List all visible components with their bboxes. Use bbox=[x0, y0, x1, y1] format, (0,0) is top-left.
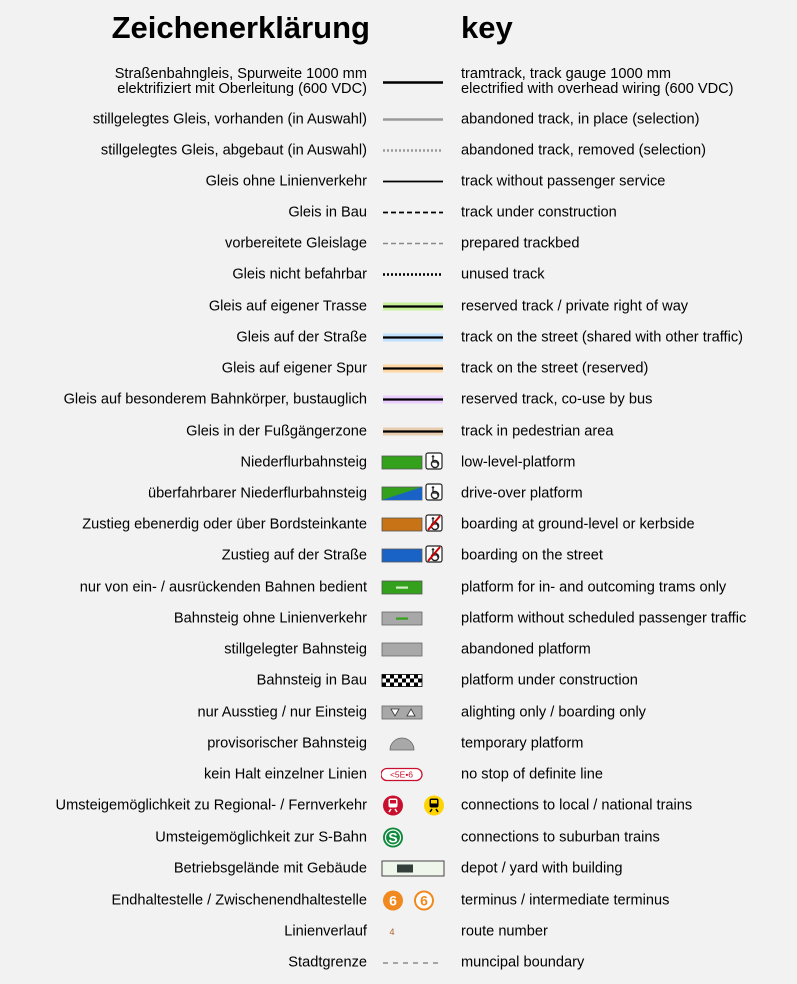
svg-text:S: S bbox=[388, 829, 398, 846]
temporary-platform-icon bbox=[381, 728, 445, 759]
legend-row bbox=[0, 665, 797, 696]
street-boarding-icon bbox=[381, 540, 445, 571]
depot-service-platform-icon bbox=[381, 572, 445, 603]
legend-row bbox=[0, 353, 797, 384]
legend-label-de: Bahnsteig ohne Linienverkehr bbox=[173, 610, 367, 626]
legend-row bbox=[0, 509, 797, 540]
svg-text:4: 4 bbox=[389, 927, 395, 937]
legend-label-en: low-level-platform bbox=[461, 454, 576, 470]
legend-label-en: reserved track / private right of way bbox=[461, 298, 689, 314]
svg-text:6: 6 bbox=[420, 892, 428, 909]
legend-label-en: no stop of definite line bbox=[461, 766, 603, 782]
legend-label-de: stillgelegtes Gleis, vorhanden (in Auswahl) bbox=[92, 111, 367, 127]
legend-row bbox=[0, 291, 797, 322]
abandoned-track-icon bbox=[381, 104, 445, 135]
prepared-trackbed-icon bbox=[381, 228, 445, 259]
legend-row bbox=[0, 790, 797, 821]
legend-label-de: Gleis nicht befahrbar bbox=[232, 266, 367, 282]
legend-label-en: unused track bbox=[461, 266, 545, 282]
low-platform-icon bbox=[381, 447, 445, 478]
legend-label-de: nur von ein- / ausrückenden Bahnen bedient bbox=[79, 579, 367, 595]
bus-track-icon bbox=[381, 384, 445, 415]
legend-row bbox=[0, 885, 797, 916]
legend-row bbox=[0, 228, 797, 259]
legend-label-en: boarding at ground-level or kerbside bbox=[461, 516, 695, 532]
no-stop-icon bbox=[381, 759, 445, 790]
unused-track-icon bbox=[381, 259, 445, 290]
legend-row bbox=[0, 447, 797, 478]
legend-row bbox=[0, 322, 797, 353]
legend-row bbox=[0, 759, 797, 790]
legend-row bbox=[0, 58, 797, 106]
legend-label-en: abandoned platform bbox=[461, 641, 591, 657]
legend-label-en: prepared trackbed bbox=[461, 235, 580, 251]
legend-label-de: Gleis auf besonderem Bahnkörper, bustauglich bbox=[63, 391, 367, 407]
legend-label-en: track under construction bbox=[461, 204, 617, 220]
legend-row bbox=[0, 384, 797, 415]
legend-label-de: Gleis auf eigener Spur bbox=[221, 360, 367, 376]
legend-row bbox=[0, 478, 797, 509]
legend-row bbox=[0, 728, 797, 759]
legend-row bbox=[0, 822, 797, 853]
legend-row bbox=[0, 916, 797, 947]
legend-label-de: kein Halt einzelner Linien bbox=[203, 766, 367, 782]
legend-label-de: Bahnsteig in Bau bbox=[256, 672, 367, 688]
title-de: Zeichenerklärung bbox=[111, 10, 370, 45]
legend-label-de: Gleis auf der Straße bbox=[236, 329, 367, 345]
legend-label-en: connections to suburban trains bbox=[461, 829, 660, 845]
legend-label-en: tramtrack, track gauge 1000 mm electrified with overhead wiring (600 VDC) bbox=[461, 66, 734, 97]
legend-label-en: abandoned track, in place (selection) bbox=[461, 111, 700, 127]
legend-row bbox=[0, 197, 797, 228]
legend-label-de: Straßenbahngleis, Spurweite 1000 mm elektrifiziert mit Oberleitung (600 VDC) bbox=[114, 66, 367, 97]
legend-label-de: stillgelegter Bahnsteig bbox=[224, 641, 367, 657]
municipal-boundary-icon bbox=[381, 947, 445, 978]
legend-label-de: Niederflurbahnsteig bbox=[240, 454, 367, 470]
legend-label-de: stillgelegtes Gleis, abgebaut (in Auswahl) bbox=[100, 142, 367, 158]
legend-label-de: Zustieg auf der Straße bbox=[221, 547, 367, 563]
alighting-boarding-icon bbox=[381, 697, 445, 728]
legend-label-de: Gleis in der Fußgängerzone bbox=[186, 423, 367, 439]
svg-text:<5E•6: <5E•6 bbox=[389, 769, 414, 780]
abandoned-platform-icon bbox=[381, 634, 445, 665]
legend-label-de: Endhaltestelle / Zwischenendhaltestelle bbox=[111, 892, 367, 908]
legend-label-en: track on the street (reserved) bbox=[461, 360, 649, 376]
legend-label-en: muncipal boundary bbox=[461, 954, 585, 970]
legend-label-en: abandoned track, removed (selection) bbox=[461, 142, 706, 158]
legend-label-en: drive-over platform bbox=[461, 485, 583, 501]
train-connection-icon bbox=[381, 790, 445, 821]
legend-label-de: Betriebsgelände mit Gebäude bbox=[173, 860, 367, 876]
route-number-icon bbox=[381, 916, 445, 947]
legend-row bbox=[0, 540, 797, 571]
street-track-icon bbox=[381, 322, 445, 353]
legend-label-de: Gleis ohne Linienverkehr bbox=[205, 173, 367, 189]
legend-label-en: track without passenger service bbox=[461, 173, 666, 189]
legend-row bbox=[0, 603, 797, 634]
kerbside-boarding-icon bbox=[381, 509, 445, 540]
legend-label-en: alighting only / boarding only bbox=[461, 704, 646, 720]
legend-row bbox=[0, 634, 797, 665]
legend-label-en: temporary platform bbox=[461, 735, 584, 751]
legend-label-de: vorbereitete Gleislage bbox=[225, 235, 367, 251]
legend-row bbox=[0, 135, 797, 166]
legend-label-de: Umsteigemöglichkeit zur S-Bahn bbox=[155, 829, 367, 845]
title-en: key bbox=[461, 10, 513, 45]
legend-row bbox=[0, 853, 797, 884]
legend-label-en: track in pedestrian area bbox=[461, 423, 614, 439]
no-service-track-icon bbox=[381, 166, 445, 197]
legend-label-en: track on the street (shared with other traffic) bbox=[461, 329, 743, 345]
legend-label-de: nur Ausstieg / nur Einsteig bbox=[197, 704, 367, 720]
legend-row bbox=[0, 947, 797, 978]
legend-row bbox=[0, 572, 797, 603]
legend-label-de: Stadtgrenze bbox=[288, 954, 367, 970]
legend-label-en: depot / yard with building bbox=[461, 860, 623, 876]
sbahn-icon bbox=[381, 822, 445, 853]
legend-row bbox=[0, 104, 797, 135]
legend-row bbox=[0, 259, 797, 290]
legend-row bbox=[0, 416, 797, 447]
drive-over-platform-icon bbox=[381, 478, 445, 509]
legend-label-en: connections to local / national trains bbox=[461, 797, 693, 813]
reserved-lane-track-icon bbox=[381, 353, 445, 384]
legend-label-en: boarding on the street bbox=[461, 547, 603, 563]
legend-label-de: Gleis in Bau bbox=[288, 204, 367, 220]
legend-label-de: Linienverlauf bbox=[284, 923, 367, 939]
reserved-track-icon bbox=[381, 291, 445, 322]
legend-label-de: provisorischer Bahnsteig bbox=[207, 735, 367, 751]
legend-label-en: platform without scheduled passenger traffic bbox=[461, 610, 747, 626]
depot-icon bbox=[381, 853, 445, 884]
construction-track-icon bbox=[381, 197, 445, 228]
unscheduled-platform-icon bbox=[381, 603, 445, 634]
legend-label-en: route number bbox=[461, 923, 548, 939]
terminus-icon bbox=[381, 885, 445, 916]
legend-label-en: platform under construction bbox=[461, 672, 638, 688]
construction-platform-icon bbox=[381, 665, 445, 696]
legend-row bbox=[0, 166, 797, 197]
svg-text:6: 6 bbox=[389, 892, 397, 909]
legend-label-de: überfahrbarer Niederflurbahnsteig bbox=[147, 485, 367, 501]
removed-track-icon bbox=[381, 135, 445, 166]
legend-row bbox=[0, 697, 797, 728]
legend-label-en: platform for in- and outcoming trams only bbox=[461, 579, 727, 595]
legend-label-de: Gleis auf eigener Trasse bbox=[208, 298, 367, 314]
track-icon bbox=[381, 67, 445, 98]
legend-label-de: Umsteigemöglichkeit zu Regional- / Fernverkehr bbox=[55, 797, 367, 813]
pedestrian-track-icon bbox=[381, 416, 445, 447]
legend-label-en: terminus / intermediate terminus bbox=[461, 892, 670, 908]
legend-label-en: reserved track, co-use by bus bbox=[461, 391, 653, 407]
legend-label-de: Zustieg ebenerdig oder über Bordsteinkante bbox=[82, 516, 367, 532]
